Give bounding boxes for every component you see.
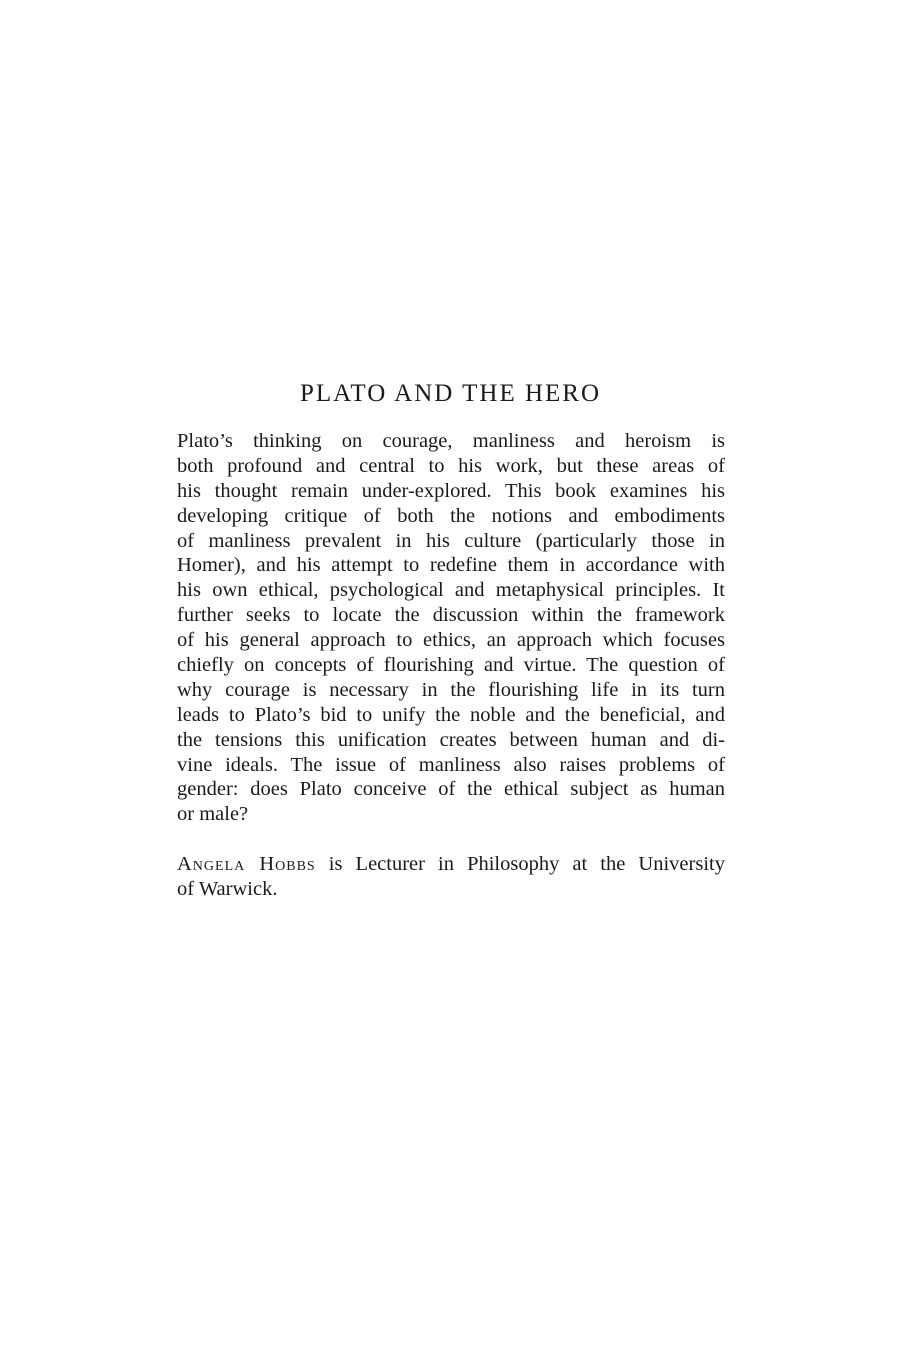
author-bio-text: is Lecturer in Philosophy at the University	[315, 853, 725, 875]
author-bio-line	[177, 852, 725, 877]
description-line: both profound and central to his work, but these areas of	[177, 454, 725, 477]
description-line: the tensions this unification creates between human and di-	[177, 728, 725, 751]
description-line: of manliness prevalent in his culture (particularly those in	[177, 529, 725, 552]
description-line: further seeks to locate the discussion within the framework	[177, 604, 725, 627]
description-line: his thought remain under-explored. This book examines his	[177, 479, 725, 502]
description-line: Homer), and his attempt to redefine them in accordance with	[177, 554, 725, 577]
description-line: developing critique of both the notions and embodiments	[177, 504, 725, 527]
description-line: his own ethical, psychological and metaphysical principles. It	[177, 579, 725, 602]
description-line: vine ideals. The issue of manliness also raises problems of	[177, 753, 725, 776]
description-line: leads to Plato’s bid to unify the noble and the beneficial, and	[177, 703, 725, 726]
description-line: Plato’s thinking on courage, manliness and heroism is	[177, 430, 725, 452]
book-title: PLATO AND THE HERO	[299, 380, 602, 407]
description-line: chiefly on concepts of flourishing and virtue. The question of	[177, 654, 725, 677]
author-bio	[177, 852, 725, 902]
author-name: Angela Hobbs	[177, 853, 316, 875]
description-line: why courage is necessary in the flourishing life in its turn	[177, 678, 725, 701]
description-line: or male?	[177, 803, 249, 826]
description-line: gender: does Plato conceive of the ethical subject as human	[177, 778, 725, 801]
book-description	[177, 429, 725, 827]
author-bio-line: of Warwick.	[177, 877, 278, 900]
description-line: of his general approach to ethics, an approach which focuses	[177, 629, 725, 652]
